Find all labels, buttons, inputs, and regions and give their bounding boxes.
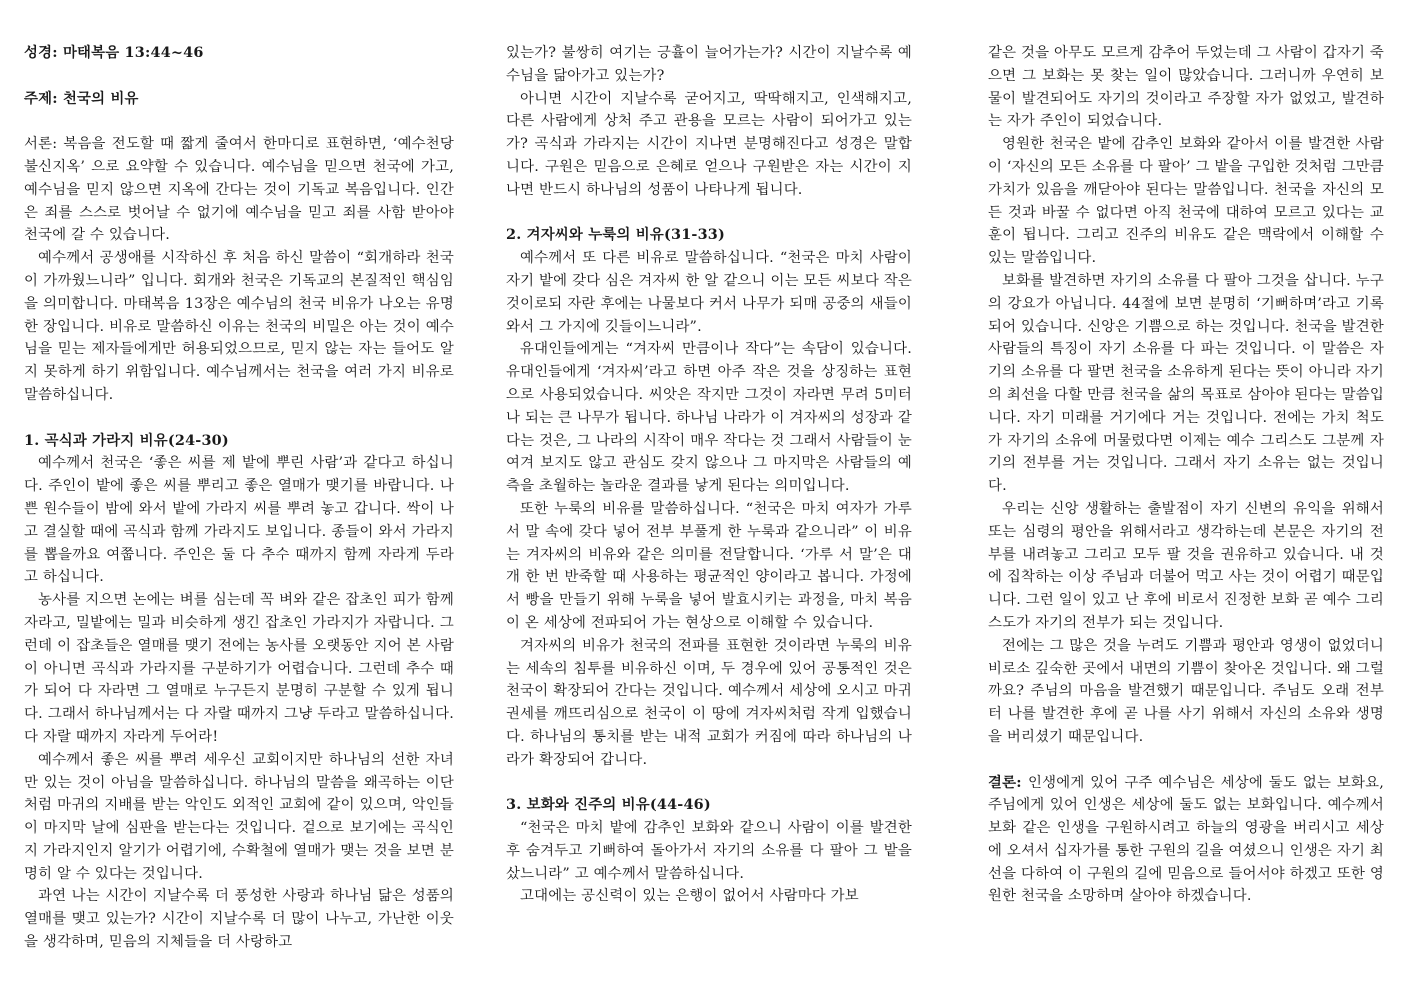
section-2-paragraph-4: 겨자씨의 비유가 천국의 전파를 표현한 것이라면 누룩의 비유는 세속의 침투를 비유하신 이며, 두 경우에 있어 공통적인 것은 천국이 확장되어 간다는 것입니다. 예수께서 세상에 오시고 마귀 권세를 깨뜨리심으로 천국이 이 땅에 겨자씨처럼 작게 입했습니다. 하나님의 통치를 받는 내적 교회가 커짐에 따라 하나님의 나라가 확장되어 갑니다. xyxy=(506,637,912,768)
section-2-paragraph-2: 유대인들에게는 “겨자씨 만큼이나 작다”는 속담이 있습니다. 유대인들에게 ‘겨자씨’라고 하면 아주 작은 것을 상징하는 표현으로 사용되었습니다. 씨앗은 작지만 그것이 자라면 무려 5미터나 되는 큰 나무가 됩니다. 하나님 나라가 이 겨자씨의 성장과 같다는 것은, 그 나라의 시작이 매우 작다는 것 그래서 사람들이 눈 여겨 보지도 않고 관심도 갖지 않으나 그 마지막은 사람들의 예측을 초월하는 놀라운 결과를 낳게 된다는 의미입니다. xyxy=(506,341,912,495)
intro-paragraph-2: 예수께서 공생애를 시작하신 후 처음 하신 말씀이 “회개하라 천국이 가까웠느니라” 입니다. 회개와 천국은 기독교의 본질적인 핵심임을 의미합니다. 마태복음 13장은 예수님의 천국 비유가 나오는 유명한 장입니다. 비유로 말씀하신 이유는 천국의 비밀은 아는 것이 예수님을 믿는 제자들에게만 허용되었으므로, 믿지 않는 자는 들어도 알지 못하게 하기 위함입니다. 예수님께서는 천국을 여러 가지 비유로 말씀하십니다. xyxy=(24,250,454,403)
section-1-paragraph-3: 예수께서 좋은 씨를 뿌려 세우신 교회이지만 하나님의 선한 자녀만 있는 것이 아님을 말씀하십니다. 하나님의 말씀을 왜곡하는 이단처럼 마귀의 지배를 받는 악인도 외적인 교회에 같이 있으며, 악인들이 마지막 날에 심판을 받는다는 것입니다. 겉으로 보기에는 곡식인지 가라지인지 알기가 어렵기에, 수확철에 열매가 맺는 것을 보면 분명히 알 수 있다는 것입니다. xyxy=(24,751,454,882)
scripture-reference: 마태복음 13:44~46 xyxy=(62,44,204,61)
paragraph: 아니면 시간이 지날수록 굳어지고, 딱딱해지고, 인색해지고, 다른 사람에게 상처 주고 관용을 모르는 사람이 되어가고 있는가? 곡식과 가라지는 시간이 지나면 분명해진다고 성경은 말합니다. 구원은 믿음으로 은혜로 얻으나 구원받은 자는 시간이 지나면 반드시 하나님의 성품이 나타나게 됩니다. xyxy=(506,90,912,198)
continued-paragraph: 있는가? 불쌍히 여기는 긍휼이 늘어가는가? 시간이 지날수록 예수님을 닮아가고 있는가? xyxy=(506,45,912,84)
conclusion-paragraph xyxy=(988,772,1384,909)
section-3-paragraph-2: 고대에는 공신력이 있는 은행이 없어서 사람마다 가보 xyxy=(520,888,859,905)
column-2 xyxy=(506,42,912,908)
section-1-paragraph-4: 과연 나는 시간이 지날수록 더 풍성한 사랑과 하나님 닮은 성품의 열매를 맺고 있는가? 시간이 지날수록 더 많이 나누고, 가난한 이웃을 생각하며, 믿음의 지체들을 더 사랑하고 xyxy=(24,888,454,951)
continued-paragraph: 같은 것을 아무도 모르게 감추어 두었는데 그 사람이 갑자기 죽으면 그 보화는 못 찾는 일이 많았습니다. 그러니까 우연히 보물이 발견되어도 자기의 것이라고 주장할 자가 없었고, 발견하는 자가 주인이 되었습니다. xyxy=(988,45,1384,130)
section-2-paragraph-3: 또한 누룩의 비유를 말씀하십니다. “천국은 마치 여자가 가루 서 말 속에 갖다 넣어 전부 부풀게 한 누룩과 같으니라” 이 비유는 겨자씨의 비유와 같은 의미를 전달합니다. ‘가루 서 말’은 대개 한 번 반죽할 때 사용하는 평균적인 양이라고 봅니다. 가정에서 빵을 만들기 위해 누룩을 넣어 발효시키는 과정을, 마치 복음이 온 세상에 전파되어 가는 현상으로 이해할 수 있습니다. xyxy=(506,500,912,631)
section-1-heading: 1. 곡식과 가라지 비유(24-30) xyxy=(24,431,229,449)
conclusion-text: 인생에게 있어 구주 예수님은 세상에 둘도 없는 보화요, 주님에게 있어 인생은 세상에 둘도 없는 보화입니다. 예수께서 보화 같은 인생을 구원하시려고 하늘의 영광을 버리시고 세상에 오셔서 십자가를 통한 구원의 길을 여셨으니 인생은 자기 최선을 다하여 이 구원의 길에 믿음으로 들어서야 하겠고 또한 영원한 천국을 소망하며 살아야 하겠습니다. xyxy=(988,774,1384,905)
section-2-heading: 2. 겨자씨와 누룩의 비유(31-33) xyxy=(506,226,726,244)
paragraph: 전에는 그 많은 것을 누려도 기쁨과 평안과 영생이 없었더니 비로소 깊숙한 곳에서 내면의 기쁨이 찾아온 것입니다. 왜 그럴까요? 주님의 마음을 발견했기 때문입니다. 주님도 오래 전부터 나를 발견한 후에 곧 나를 사기 위해서 자신의 소유와 생명을 버리셨기 때문입니다. xyxy=(988,637,1384,745)
column-3 xyxy=(988,42,1384,908)
scripture-line xyxy=(24,42,454,65)
paragraph: 보화를 발견하면 자기의 소유를 다 팔아 그것을 삽니다. 누구의 강요가 아닙니다. 44절에 보면 분명히 ‘기뻐하며’라고 기록되어 있습니다. 신앙은 기쁨으로 하는 것입니다. 천국을 발견한 사람들의 특징이 자기 소유를 다 파는 것입니다. 이 말씀은 자기의 소유를 다 팔면 천국을 소유하게 된다는 뜻이 아니라 자기의 최선을 다할 만큼 천국을 삶의 목표로 삼아야 된다는 말씀입니다. 자기 미래를 거기에다 거는 것입니다. 전에는 가치 척도가 자기의 소유에 머물렀다면 이제는 예수 그리스도 그분께 자기의 전부를 거는 것입니다. 그래서 자기 소유는 없는 것입니다. xyxy=(988,272,1384,495)
topic-label: 주제: xyxy=(24,89,63,107)
topic-line xyxy=(24,88,454,111)
section-1-paragraph-1: 예수께서 천국은 ‘좋은 씨를 제 밭에 뿌린 사람’과 같다고 하십니다. 주인이 밭에 좋은 씨를 뿌리고 좋은 열매가 맺기를 바랍니다. 나쁜 원수들이 밤에 와서 밭에 가라지 씨를 뿌려 놓고 갑니다. 싹이 나고 결실할 때에 곡식과 함께 가라지도 보입니다. 종들이 와서 가라지를 뽑을까요 여쭙니다. 주인은 둘 다 추수 때까지 함께 자라게 두라고 하십니다. xyxy=(24,455,454,586)
section-1-paragraph-2: 농사를 지으면 논에는 벼를 심는데 꼭 벼와 같은 잡초인 피가 함께 자라고, 밀밭에는 밀과 비슷하게 생긴 잡초인 가라지가 자랍니다. 그런데 이 잡초들은 열매를 맺기 전에는 농사를 오랫동안 지어 본 사람이 아니면 곡식과 가라지를 구분하기가 어렵습니다. 그런데 추수 때가 되어 다 자라면 그 열매로 누구든지 분명히 구분할 수 있게 됩니다. 그래서 하나님께서는 다 자랄 때까지 그냥 두라고 말씀하십니다. 다 자랄 때까지 자라게 두어라! xyxy=(24,592,454,745)
topic-title: 천국의 비유 xyxy=(62,89,139,107)
section-2-paragraph-1: 예수께서 또 다른 비유로 말씀하십니다. “천국은 마치 사람이 자기 밭에 갖다 심은 겨자씨 한 알 같으니 이는 모든 씨보다 작은 것이로되 자란 후에는 나물보다 커서 나무가 되매 공중의 새들이 와서 그 가지에 깃들이느니라”. xyxy=(506,250,912,335)
scripture-label: 성경: xyxy=(24,44,63,61)
conclusion-label: 결론: xyxy=(988,773,1029,791)
column-1 xyxy=(24,42,454,954)
paragraph: 우리는 신앙 생활하는 출발점이 자기 신변의 유익을 위해서 또는 심령의 평안을 위해서라고 생각하는데 본문은 자기의 전부를 내려놓고 그리고 모두 팔 것을 권유하고 있습니다. 내 것에 집착하는 이상 주님과 더불어 먹고 사는 것이 어렵기 때문입니다. 그런 일이 있고 난 후에 비로서 진정한 보화 곧 예수 그리스도가 자기의 전부가 되는 것입니다. xyxy=(988,500,1384,631)
section-3-paragraph-1: “천국은 마치 밭에 감추인 보화와 같으니 사람이 이를 발견한 후 숨겨두고 기뻐하여 돌아가서 자기의 소유를 다 팔아 그 밭을 샀느니라” 고 예수께서 말씀하십니다. xyxy=(506,820,912,882)
section-3-heading: 3. 보화와 진주의 비유(44-46) xyxy=(506,796,711,814)
intro-paragraph-1: 서론: 복음을 전도할 때 짧게 줄여서 한마디로 표현하면, ‘예수천당 불신지옥’ 으로 요약할 수 있습니다. 예수님을 믿으면 천국에 가고, 예수님을 믿지 않으면 지옥에 간다는 것이 기독교 복음입니다. 인간은 죄를 스스로 벗어날 수 없기에 예수님을 믿고 죄를 사함 받아야 천국에 갈 수 있습니다. xyxy=(24,136,454,244)
paragraph: 영원한 천국은 밭에 감추인 보화와 같아서 이를 발견한 사람이 ‘자신의 모든 소유를 다 팔아’ 그 밭을 구입한 것처럼 그만큼 가치가 있음을 깨닫아야 된다는 말씀입니다. 천국을 자신의 모든 것과 바꿀 수 없다면 아직 천국에 대하여 모르고 있다는 교훈이 됩니다. 그리고 진주의 비유도 같은 맥락에서 이해할 수 있는 말씀입니다. xyxy=(988,136,1384,267)
